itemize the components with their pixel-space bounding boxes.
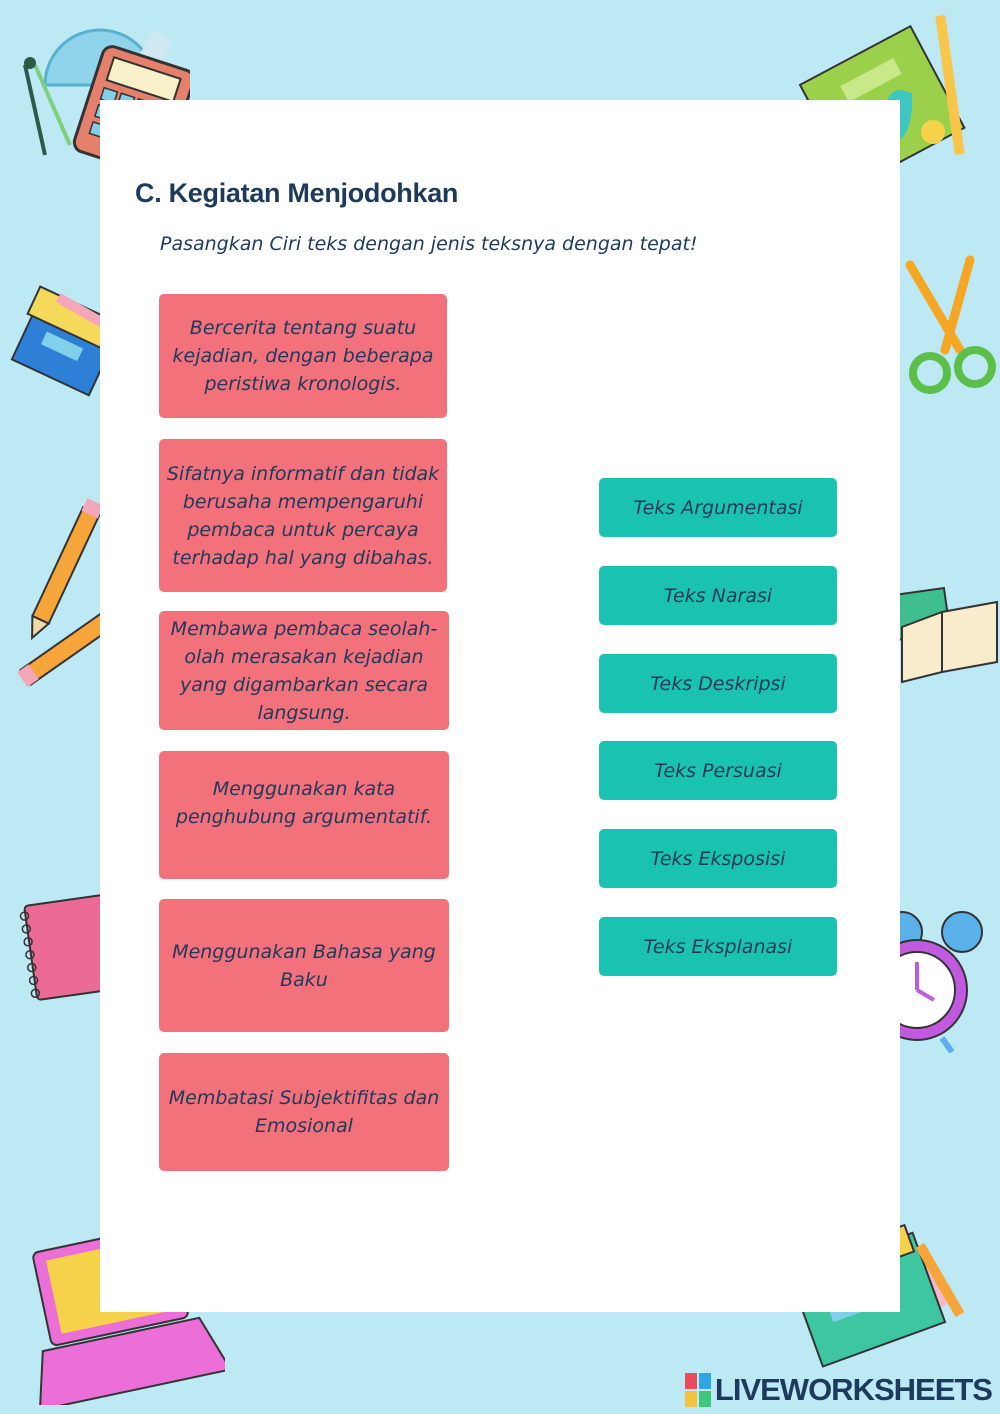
liveworksheets-wordmark: LIVEWORKSHEETS [714, 1372, 992, 1407]
text-type-persuasi[interactable]: Teks Persuasi [599, 741, 837, 800]
text-type-narasi[interactable]: Teks Narasi [599, 566, 837, 625]
text-type-deskripsi[interactable]: Teks Deskripsi [599, 654, 837, 713]
text-type-eksposisi[interactable]: Teks Eksposisi [599, 829, 837, 888]
characteristic-card[interactable]: Sifatnya informatif dan tidak berusaha mempengaruhi pembaca untuk percaya terhadap hal yang dibahas. [159, 439, 447, 592]
text-type-eksplanasi[interactable]: Teks Eksplanasi [599, 917, 837, 976]
characteristic-card[interactable]: Membawa pembaca seolah-olah merasakan kejadian yang digambarkan secara langsung. [159, 611, 449, 730]
characteristic-card[interactable]: Membatasi Subjektifitas dan Emosional [159, 1053, 449, 1171]
scissors-icon [900, 255, 1000, 400]
text-type-argumentasi[interactable]: Teks Argumentasi [599, 478, 837, 537]
characteristic-card[interactable]: Menggunakan Bahasa yang Baku [159, 899, 449, 1032]
liveworksheets-badge-icon [685, 1373, 711, 1407]
characteristic-card[interactable]: Menggunakan kata penghubung argumentatif. [159, 751, 449, 879]
characteristic-card[interactable]: Bercerita tentang suatu kejadian, dengan beberapa peristiwa kronologis. [159, 294, 447, 418]
activity-instruction: Pasangkan Ciri teks dengan jenis teksnya dengan tepat! [160, 233, 698, 255]
activity-title: C. Kegiatan Menjodohkan [135, 178, 459, 208]
liveworksheets-logo [685, 1372, 992, 1408]
